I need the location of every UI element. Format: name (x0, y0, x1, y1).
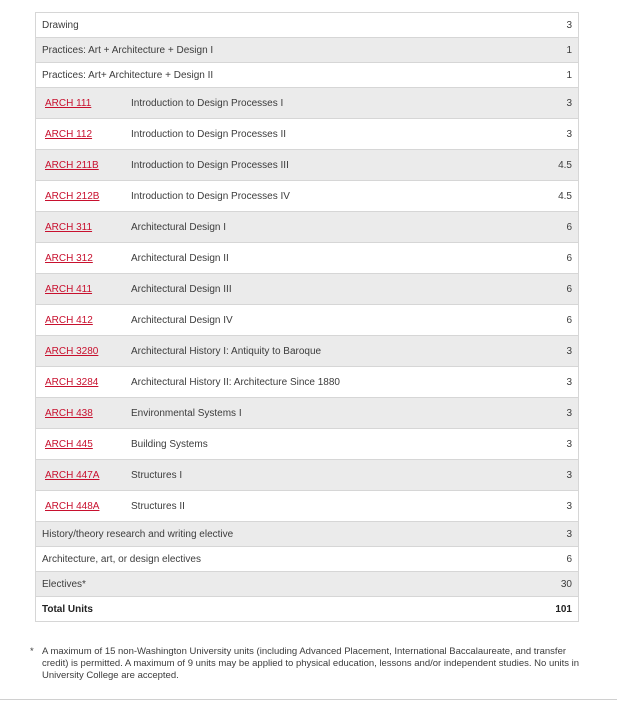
units-value: 3 (566, 345, 572, 357)
units-value: 6 (566, 283, 572, 295)
table-row (36, 88, 578, 119)
course-title: Introduction to Design Processes II (131, 128, 287, 140)
course-code-cell (36, 315, 131, 326)
course-code-link[interactable]: ARCH 311 (45, 221, 93, 233)
requirement-label: Electives* (42, 578, 86, 590)
table-row (36, 13, 578, 38)
requirement-label: History/theory research and writing elective (42, 528, 234, 540)
table-row (36, 305, 578, 336)
course-title: Architectural History I: Antiquity to Baroque (131, 345, 322, 357)
total-units-row (36, 597, 578, 622)
course-code-cell (36, 470, 131, 481)
course-code-cell (36, 191, 131, 202)
course-code-cell (36, 222, 131, 233)
course-code-link[interactable]: ARCH 212B (45, 190, 100, 202)
course-title: Architectural Design III (131, 283, 232, 295)
units-value: 1 (566, 69, 572, 81)
table-row (36, 274, 578, 305)
table-row (36, 212, 578, 243)
units-value: 3 (566, 528, 572, 540)
bottom-divider (0, 699, 617, 700)
course-title: Environmental Systems I (131, 407, 242, 419)
table-row (36, 398, 578, 429)
units-value: 6 (566, 553, 572, 565)
units-value: 3 (566, 500, 572, 512)
units-value: 1 (566, 44, 572, 56)
course-code-link[interactable]: ARCH 447A (45, 469, 100, 481)
units-value: 6 (566, 221, 572, 233)
units-value: 3 (566, 97, 572, 109)
course-code-link[interactable]: ARCH 312 (45, 252, 93, 264)
units-value: 3 (566, 128, 572, 140)
total-units-value: 101 (555, 603, 572, 615)
table-row (36, 429, 578, 460)
table-row (36, 243, 578, 274)
total-units-label: Total Units (42, 603, 93, 615)
table-row (36, 491, 578, 522)
units-value: 4.5 (558, 190, 572, 202)
course-code-link[interactable]: ARCH 438 (45, 407, 93, 419)
course-code-cell (36, 284, 131, 295)
table-row (36, 522, 578, 547)
course-code-cell (36, 160, 131, 171)
course-code-cell (36, 346, 131, 357)
course-code-cell (36, 377, 131, 388)
footnote (30, 646, 580, 682)
requirement-label: Practices: Art+ Architecture + Design II (42, 69, 214, 81)
course-title: Structures I (131, 469, 183, 481)
table-row (36, 63, 578, 88)
footnote-marker: * (30, 646, 34, 657)
table-row (36, 181, 578, 212)
units-value: 3 (566, 376, 572, 388)
course-code-cell (36, 98, 131, 109)
course-code-cell (36, 253, 131, 264)
table-row (36, 460, 578, 491)
footnote-text: A maximum of 15 non-Washington University units (including Advanced Placement, International Baccalaureate, and transfer credit) is permitted. A maximum of 9 units may be applied to physical education, lessons and/or independent studies. No units in University College are accepted. (42, 646, 580, 681)
units-value: 30 (560, 578, 572, 590)
course-code-link[interactable]: ARCH 3284 (45, 376, 99, 388)
course-title: Introduction to Design Processes IV (131, 190, 290, 202)
requirement-label: Practices: Art + Architecture + Design I (42, 44, 214, 56)
table-row (36, 336, 578, 367)
course-title: Structures II (131, 500, 185, 512)
course-code-link[interactable]: ARCH 448A (45, 500, 100, 512)
units-value: 3 (566, 438, 572, 450)
units-value: 4.5 (558, 159, 572, 171)
units-value: 3 (566, 407, 572, 419)
table-row (36, 547, 578, 572)
course-code-link[interactable]: ARCH 111 (45, 97, 92, 109)
course-code-link[interactable]: ARCH 411 (45, 283, 93, 295)
units-value: 6 (566, 252, 572, 264)
course-code-link[interactable]: ARCH 445 (45, 438, 93, 450)
table-row (36, 572, 578, 597)
course-code-link[interactable]: ARCH 112 (45, 128, 93, 140)
course-code-cell (36, 439, 131, 450)
units-value: 6 (566, 314, 572, 326)
table-row (36, 119, 578, 150)
course-code-cell (36, 501, 131, 512)
course-title: Introduction to Design Processes I (131, 97, 284, 109)
course-title: Architectural Design II (131, 252, 229, 264)
requirements-table (35, 12, 579, 622)
table-row (36, 150, 578, 181)
units-value: 3 (566, 19, 572, 31)
course-title: Architectural History II: Architecture Since 1880 (131, 376, 340, 388)
table-row (36, 367, 578, 398)
course-title: Building Systems (131, 438, 208, 450)
course-title: Introduction to Design Processes III (131, 159, 289, 171)
requirement-label: Drawing (42, 19, 79, 31)
course-title: Architectural Design IV (131, 314, 233, 326)
requirement-label: Architecture, art, or design electives (42, 553, 201, 565)
course-code-link[interactable]: ARCH 3280 (45, 345, 99, 357)
course-code-cell (36, 129, 131, 140)
course-code-link[interactable]: ARCH 211B (45, 159, 99, 171)
units-value: 3 (566, 469, 572, 481)
table-row (36, 38, 578, 63)
course-title: Architectural Design I (131, 221, 227, 233)
course-code-cell (36, 408, 131, 419)
course-code-link[interactable]: ARCH 412 (45, 314, 93, 326)
